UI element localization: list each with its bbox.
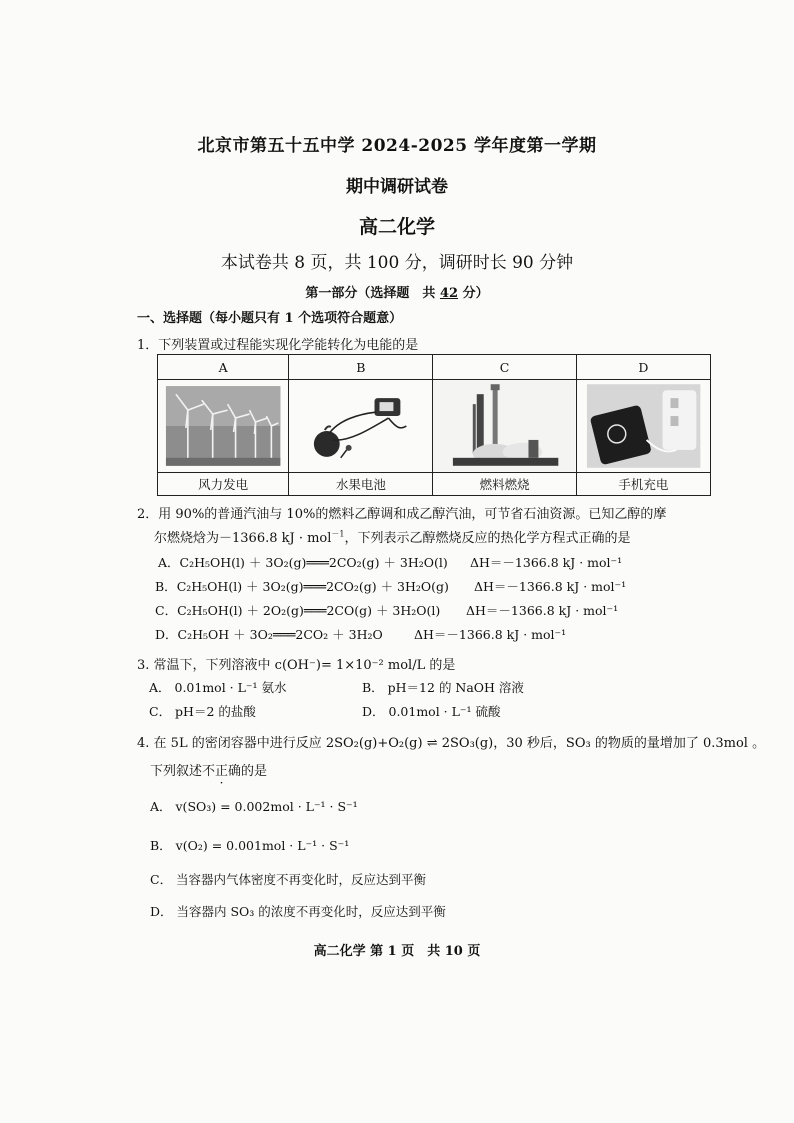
q1-header-d: D xyxy=(576,355,710,380)
q2-option-a xyxy=(158,553,448,571)
q1-caption-b: 水果电池 xyxy=(289,473,433,496)
q2-option-b-equation: C₂H₅OH(l) ＋ 3O₂(g)═══2CO₂(g) ＋ 3H₂O(g) xyxy=(176,579,449,594)
q4-option-a: A． v(SO₃) = 0.002mol · L⁻¹ · S⁻¹ xyxy=(150,799,358,814)
q4-stem-emphasis: 不正确 xyxy=(202,764,242,779)
q4-option-c: C． 当容器内气体密度不再变化时，反应达到平衡 xyxy=(150,872,427,887)
q2-stem-part-b: ，下列表示乙醇燃烧反应的热化学方程式正确的是 xyxy=(344,531,631,546)
q1-caption-d: 手机充电 xyxy=(576,473,710,496)
q2-option-a-enthalpy: ΔH＝－1366.8 kJ · mol⁻¹ xyxy=(470,555,623,570)
phone-charging-photo xyxy=(576,380,710,473)
rocket-launch-photo xyxy=(433,380,576,473)
q1-stem: 1．下列装置或过程能实现化学能转化为电能的是 xyxy=(137,338,419,353)
subject-title: 高二化学 xyxy=(358,216,435,238)
q3-option-b: B． pH＝12 的 NaOH 溶液 xyxy=(362,680,524,695)
q1-header-b: B xyxy=(289,355,433,380)
wind-turbine-photo xyxy=(158,380,289,473)
q2-option-d xyxy=(155,625,383,643)
q4-option-b: B． v(O₂) = 0.001mol · L⁻¹ · S⁻¹ xyxy=(150,838,350,853)
q2-option-a-equation: C₂H₅OH(l) ＋ 3O₂(g)═══2CO₂(g) ＋ 3H₂O(l) xyxy=(179,555,448,570)
q2-option-c-label: C． xyxy=(155,603,178,618)
school-title: 北京市第五十五中学 2024-2025 学年度第一学期 xyxy=(197,136,597,156)
part-heading xyxy=(0,282,794,301)
q3-option-a: A． 0.01mol · L⁻¹ 氨水 xyxy=(149,680,287,695)
q4-stem-line1: 4. 在 5L 的密闭容器中进行反应 2SO₂(g)+O₂(g) ⇌ 2SO₃(g)，30 秒后，SO₃ 的物质的量增加了 0.3mol 。 xyxy=(137,736,766,751)
q4-stem-line2 xyxy=(150,760,267,779)
q2-stem-sup: －1 xyxy=(331,529,345,539)
q2-stem-line2 xyxy=(154,527,631,546)
q3-option-d: D． 0.01mol · L⁻¹ 硫酸 xyxy=(362,704,501,719)
q2-option-c-equation: C₂H₅OH(l) ＋ 2O₂(g)═══2CO(g) ＋ 3H₂O(l) xyxy=(177,603,441,618)
q3-option-c: C． pH＝2 的盐酸 xyxy=(149,704,256,719)
q1-header-a: A xyxy=(158,355,289,380)
q2-option-b-label: B． xyxy=(155,579,177,594)
q2-option-b xyxy=(155,577,449,595)
q2-option-c-enthalpy: ΔH＝－1366.8 kJ · mol⁻¹ xyxy=(466,603,619,618)
exam-title: 期中调研试卷 xyxy=(346,177,448,197)
part-score: 42 xyxy=(439,286,459,301)
part-suffix: 分） xyxy=(458,286,489,301)
q2-option-a-label: A． xyxy=(158,555,180,570)
q1-header-c: C xyxy=(433,355,576,380)
q2-stem-line1: 2．用 90%的普通汽油与 10%的燃料乙醇调和成乙醇汽油，可节省石油资源。已知乙醇的摩 xyxy=(137,507,667,522)
part-prefix: 第一部分（选择题 共 xyxy=(305,286,440,301)
q4-stem-pre: 下列叙述 xyxy=(150,764,203,779)
q2-option-d-enthalpy: ΔH＝－1366.8 kJ · mol⁻¹ xyxy=(414,627,567,642)
q1-caption-a: 风力发电 xyxy=(158,473,289,496)
q2-option-d-equation: C₂H₅OH ＋ 3O₂═══2CO₂ ＋ 3H₂O xyxy=(177,627,383,642)
q1-options-table xyxy=(157,354,711,496)
page-footer: 高二化学 第 1 页 共 10 页 xyxy=(313,944,481,959)
exam-info: 本试卷共 8 页，共 100 分，调研时长 90 分钟 xyxy=(220,253,574,273)
q2-stem-part-a: 尔燃烧焓为－1366.8 kJ · mol xyxy=(154,531,332,546)
q4-stem-post: 的是 xyxy=(241,764,268,779)
q3-stem: 3. 常温下，下列溶液中 c(OH⁻)= 1×10⁻² mol/L 的是 xyxy=(137,658,456,673)
fruit-battery-photo xyxy=(289,380,433,473)
q2-option-d-label: D． xyxy=(155,627,178,642)
q2-option-b-enthalpy: ΔH＝－1366.8 kJ · mol⁻¹ xyxy=(474,579,627,594)
section-heading: 一、选择题（每小题只有 1 个选项符合题意） xyxy=(137,311,403,326)
q1-caption-c: 燃料燃烧 xyxy=(433,473,576,496)
q4-option-d: D． 当容器内 SO₃ 的浓度不再变化时，反应达到平衡 xyxy=(150,904,446,919)
q2-option-c xyxy=(155,601,440,619)
